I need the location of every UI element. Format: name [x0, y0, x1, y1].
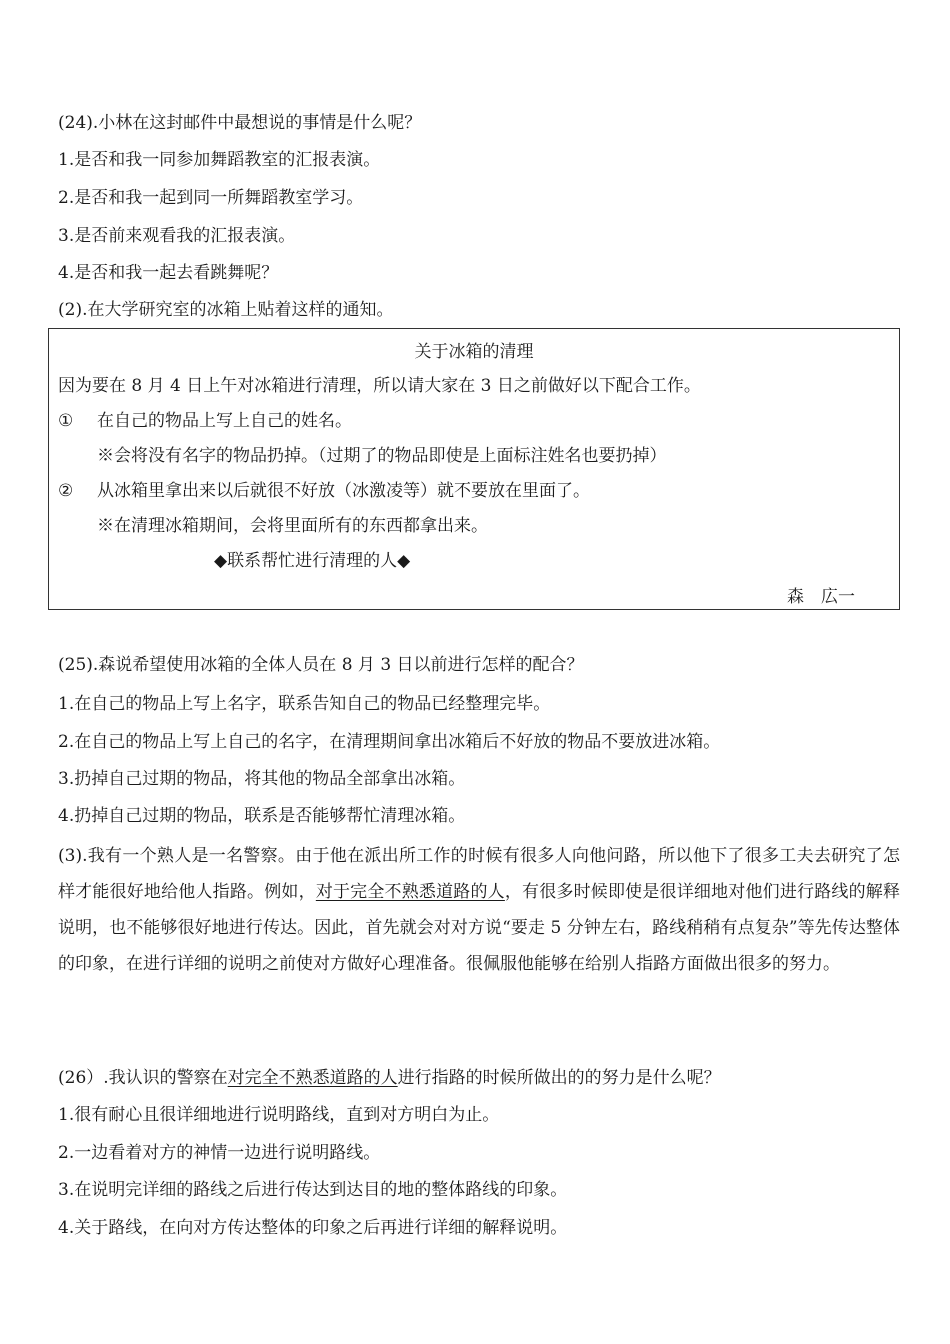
notice-contact: ◆联系帮忙进行清理的人◆	[214, 551, 411, 571]
notice-item1-note: ※会将没有名字的物品扔掉。（过期了的物品即使是上面标注姓名也要扔掉）	[97, 446, 667, 466]
q25-option-1: 1.在自己的物品上写上名字，联系告知自己的物品已经整理完毕。	[58, 694, 551, 714]
passage3-part1: (3).我有一个熟人是一名警察。由于他在派出所工作的时候有很多人向他问路，所以他下了很多工夫去研究了怎样才能很好地给他人指路。例如，	[58, 846, 900, 902]
q24-option-1: 1.是否和我一同参加舞蹈教室的汇报表演。	[58, 150, 381, 170]
q24-question: (24).小林在这封邮件中最想说的事情是什么呢？	[58, 113, 422, 133]
notice-item2-mark: ②	[58, 481, 74, 501]
q26-option-2: 2.一边看着对方的神情一边进行说明路线。	[58, 1143, 381, 1163]
q25-option-4: 4.扔掉自己过期的物品，联系是否能够帮忙清理冰箱。	[58, 806, 466, 826]
q26-question-underlined: 对完全不熟悉道路的人	[227, 1068, 398, 1088]
q26-question	[58, 1066, 721, 1090]
q26-option-1: 1.很有耐心且很详细地进行说明路线，直到对方明白为止。	[58, 1105, 500, 1125]
passage3-underlined: 对于完全不熟悉道路的人	[315, 882, 505, 902]
q24-option-3: 3.是否前来观看我的汇报表演。	[58, 226, 296, 246]
notice-item2: 从冰箱里拿出来以后就很不好放（冰激凌等）就不要放在里面了。	[97, 481, 590, 501]
q25-option-2: 2.在自己的物品上写上自己的名字，在清理期间拿出冰箱后不好放的物品不要放进冰箱。	[58, 732, 721, 752]
notice-item2-note: ※在清理冰箱期间，会将里面所有的东西都拿出来。	[97, 516, 488, 536]
passage3-part2: ，有很多时候即使是很详细地对他们进行路线的解释说明，也不能够很好地进行传达。因此，首先就会对对方说“要走 5 分钟左右，路线稍稍有点复杂”等先传达整体的印象，在进行详细的说明之前使对方做好心理准备。很佩服他能够在给别人指路方面做出很多的努力。	[58, 882, 900, 974]
q26-option-4: 4.关于路线，在向对方传达整体的印象之后再进行详细的解释说明。	[58, 1218, 568, 1238]
q25-option-3: 3.扔掉自己过期的物品，将其他的物品全部拿出冰箱。	[58, 769, 466, 789]
notice-item1: 在自己的物品上写上自己的姓名。	[97, 411, 352, 431]
q26-question-post: 进行指路的时候所做出的的努力是什么呢？	[397, 1068, 721, 1088]
notice-title: 关于冰箱的清理	[414, 342, 534, 362]
q25-question: (25).森说希望使用冰箱的全体人员在 8 月 3 日以前进行怎样的配合？	[58, 655, 584, 675]
q24-option-4: 4.是否和我一起去看跳舞呢？	[58, 263, 279, 283]
passage2-intro: (2).在大学研究室的冰箱上贴着这样的通知。	[58, 300, 394, 320]
q26-question-pre: (26）.我认识的警察在	[58, 1068, 228, 1088]
notice-line1: 因为要在 8 月 4 日上午对冰箱进行清理，所以请大家在 3 日之前做好以下配合工作。	[58, 376, 701, 396]
notice-signature: 森 広一	[787, 587, 855, 607]
notice-item1-mark: ①	[58, 411, 74, 431]
passage3	[58, 838, 900, 982]
q26-option-3: 3.在说明完详细的路线之后进行传达到达目的地的整体路线的印象。	[58, 1180, 568, 1200]
q24-option-2: 2.是否和我一起到同一所舞蹈教室学习。	[58, 188, 364, 208]
notice-box	[48, 328, 900, 610]
